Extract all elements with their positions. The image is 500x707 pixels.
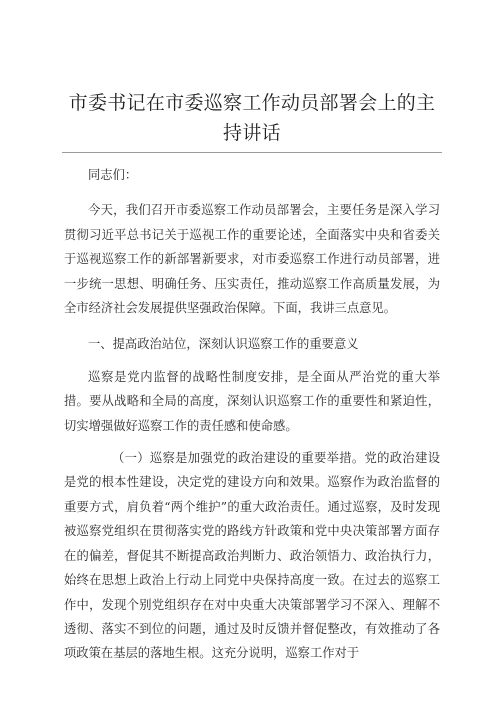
paragraph-subsection-1: （一）巡察是加强党的政治建设的重要举措。党的政治建设是党的根本性建设，决定党的建设方向和效果。巡察作为政治监督的重要方式，肩负着“两个维护”的重大政治责任。通过巡察，及时发现被巡察党组织在贯彻落实党的路线方针政策和党中央决策部署方面存在的偏差，督促其不断提高政治判断力、政治领悟力、政治执行力，始终在思想上政治上行动上同党中央保持高度一致。在过去的巡察工作中，发现个别党组织存在对中央重大决策部署学习不深入、理解不透彻、落实不到位的问题，通过及时反馈并督促整改，有效推动了各项政策在基层的落地生根。这充分说明，巡察工作对于 xyxy=(64,451,440,661)
paragraph-opening: 今天，我们召开市委巡察工作动员部署会，主要任务是深入学习贯彻习近平总书记关于巡视工作的重要论述，全面落实中央和省委关于巡视巡察工作的新部署新要求，对市委巡察工作进行动员部署，进一步统一思想、明确任务、压实责任，推动巡察工作高质量发展，为全市经济社会发展提供坚强政治保障。下面，我讲三点意见。 xyxy=(64,203,440,316)
greeting: 同志们： xyxy=(88,168,138,182)
paragraph-section-intro: 巡察是党内监督的战略性制度安排，是全面从严治党的重大举措。要从战略和全局的高度，深刻认识巡察工作的重要性和紧迫性，切实增强做好巡察工作的责任感和使命感。 xyxy=(64,369,440,433)
document-title: 市委书记在市委巡察工作动员部署会上的主持讲话 xyxy=(68,92,436,144)
section-heading-1: 一、提高政治站位，深刻认识巡察工作的重要意义 xyxy=(88,337,359,352)
title-divider xyxy=(62,152,442,153)
